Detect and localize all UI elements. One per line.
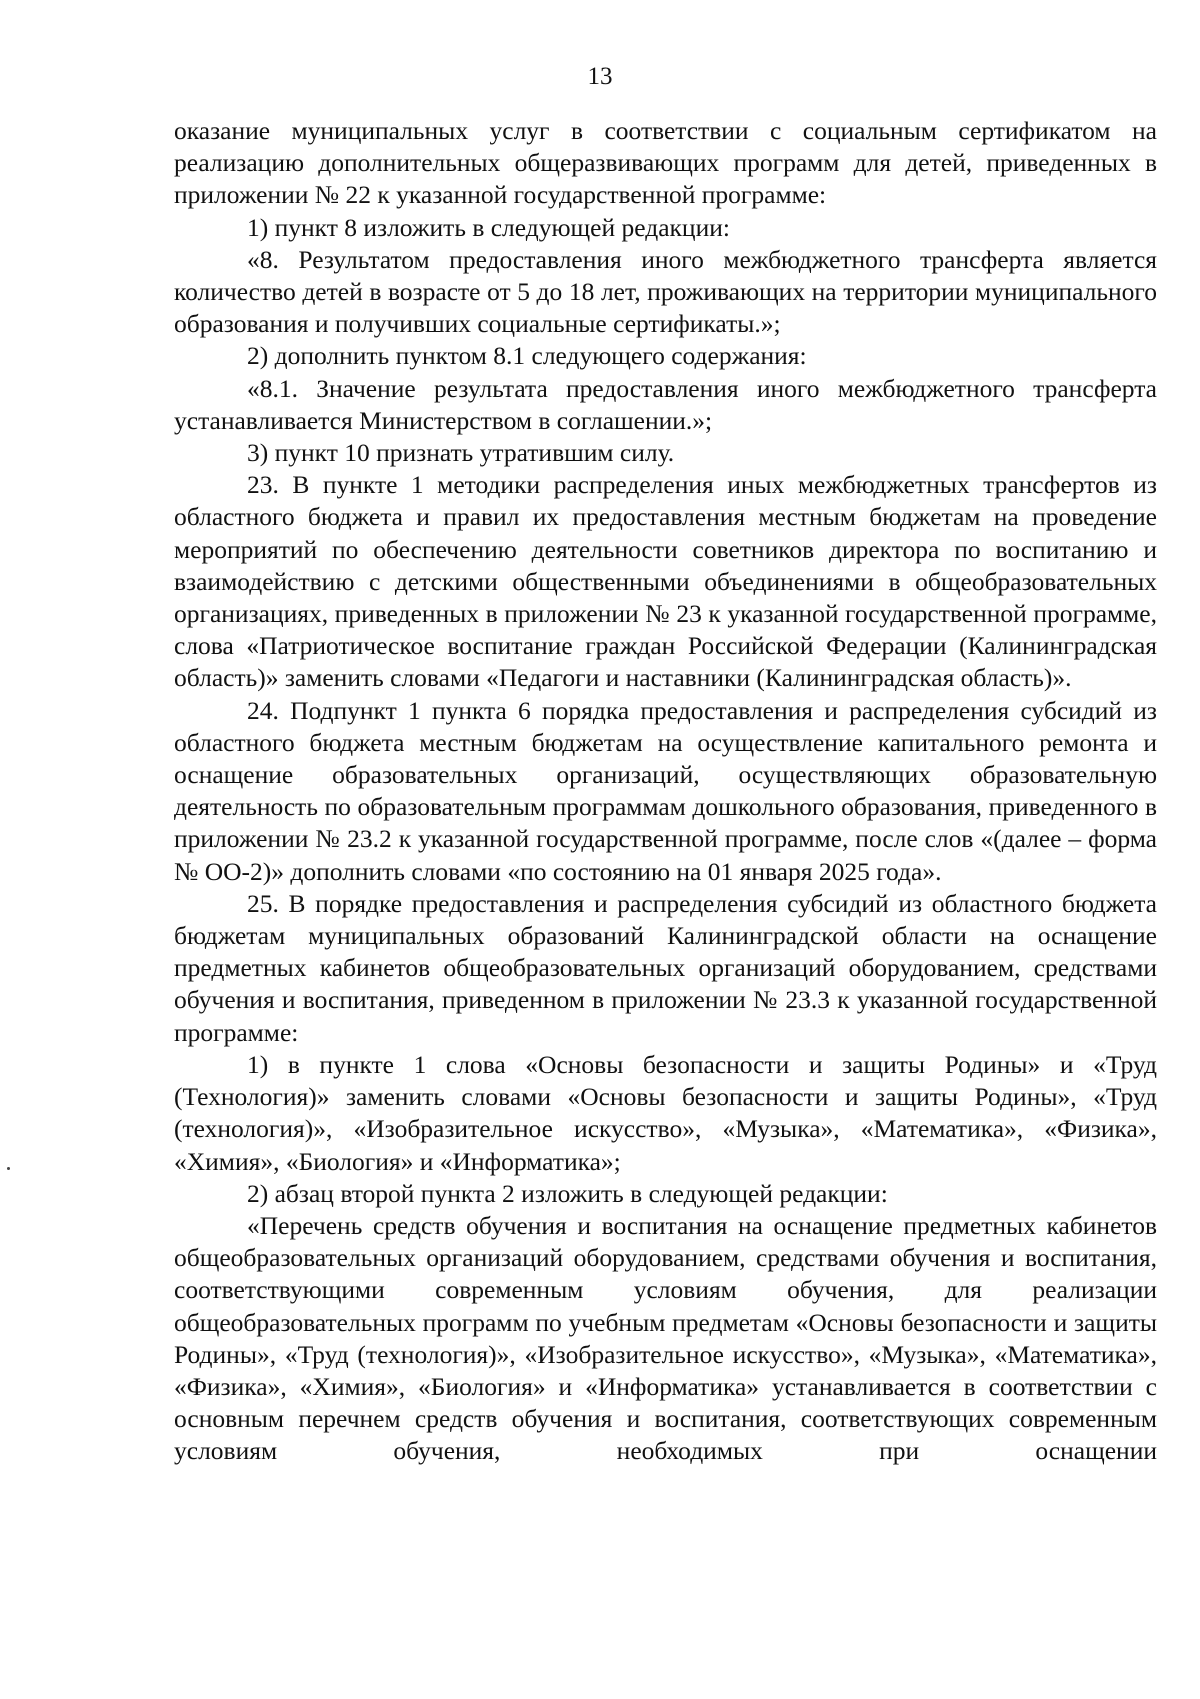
paragraph-24: 24. Подпункт 1 пункта 6 порядка предоставления и распределения субсидий из областного бюджета местным бюджетам на осуществление капитального ремонта и оснащение образовательных организаций, осуществляющих образовательную деятельность по образовательным программам дошкольного образования, приведенного в приложении № 23.2 к указанной государственной программе, после слов «(далее – форма № ОО-2)» дополнить словами «по состоянию на 01 января 2025 года». <box>174 695 1157 886</box>
paragraph-item-3: 3) пункт 10 признать утратившим силу. <box>247 438 675 468</box>
paragraph-item-2: 2) дополнить пунктом 8.1 следующего содержания: <box>247 341 807 371</box>
paragraph-quote-8-1: «8.1. Значение результата предоставления иного межбюджетного трансферта устанавливается Министерством в соглашении.»; <box>174 373 1157 435</box>
paragraph-25: 25. В порядке предоставления и распределения субсидий из областного бюджета бюджетам муниципальных образований Калининградской области на оснащение предметных кабинетов общеобразовательных организаций оборудованием, средствами обучения и воспитания, приведенном в приложении № 23.3 к указанной государственной программе: <box>174 888 1157 1047</box>
paragraph-quote-8: «8. Результатом предоставления иного межбюджетного трансферта является количество детей в возрасте от 5 до 18 лет, проживающих на территории муниципального образования и получивших социальные сертификаты.»; <box>174 244 1157 339</box>
paragraph-25-item-2: 2) абзац второй пункта 2 изложить в следующей редакции: <box>247 1178 888 1208</box>
scan-artifact-dot <box>7 1167 10 1170</box>
paragraph-quote-list: «Перечень средств обучения и воспитания на оснащение предметных кабинетов общеобразовательных организаций оборудованием, средствами обучения и воспитания, соответствующими современным условиям обучения, для реализации общеобразовательных программ по учебным предметам «Основы безопасности и защиты Родины», «Труд (технология)», «Изобразительное искусство», «Музыка», «Математика», «Физика», «Химия», «Биология» и «Информатика» устанавливается в соответствии с основным перечнем средств обучения и воспитания, соответствующих современным условиям обучения, необходимых при оснащении <box>174 1210 1157 1466</box>
page-number: 13 <box>587 63 613 90</box>
paragraph-23: 23. В пункте 1 методики распределения иных межбюджетных трансфертов из областного бюджета и правил их предоставления местным бюджетам на проведение мероприятий по обеспечению деятельности советников директора по воспитанию и взаимодействию с детскими общественными объединениями в общеобразовательных организациях, приведенных в приложении № 23 к указанной государственной программе, слова «Патриотическое воспитание граждан Российской Федерации (Калининградская область)» заменить словами «Педагоги и наставники (Калининградская область)». <box>174 470 1157 693</box>
paragraph-intro: оказание муниципальных услуг в соответствии с социальным сертификатом на реализацию дополнительных общеразвивающих программ для детей, приведенных в приложении № 22 к указанной государственной программе: <box>174 116 1157 210</box>
paragraph-item-1: 1) пункт 8 изложить в следующей редакции: <box>247 212 730 242</box>
paragraph-25-item-1: 1) в пункте 1 слова «Основы безопасности и защиты Родины» и «Труд (Технология)» заменить словами «Основы безопасности и защиты Родины», «Труд (технология)», «Изобразительное искусство», «Музыка», «Математика», «Физика», «Химия», «Биология» и «Информатика»; <box>174 1049 1157 1176</box>
document-body <box>174 115 1157 1468</box>
